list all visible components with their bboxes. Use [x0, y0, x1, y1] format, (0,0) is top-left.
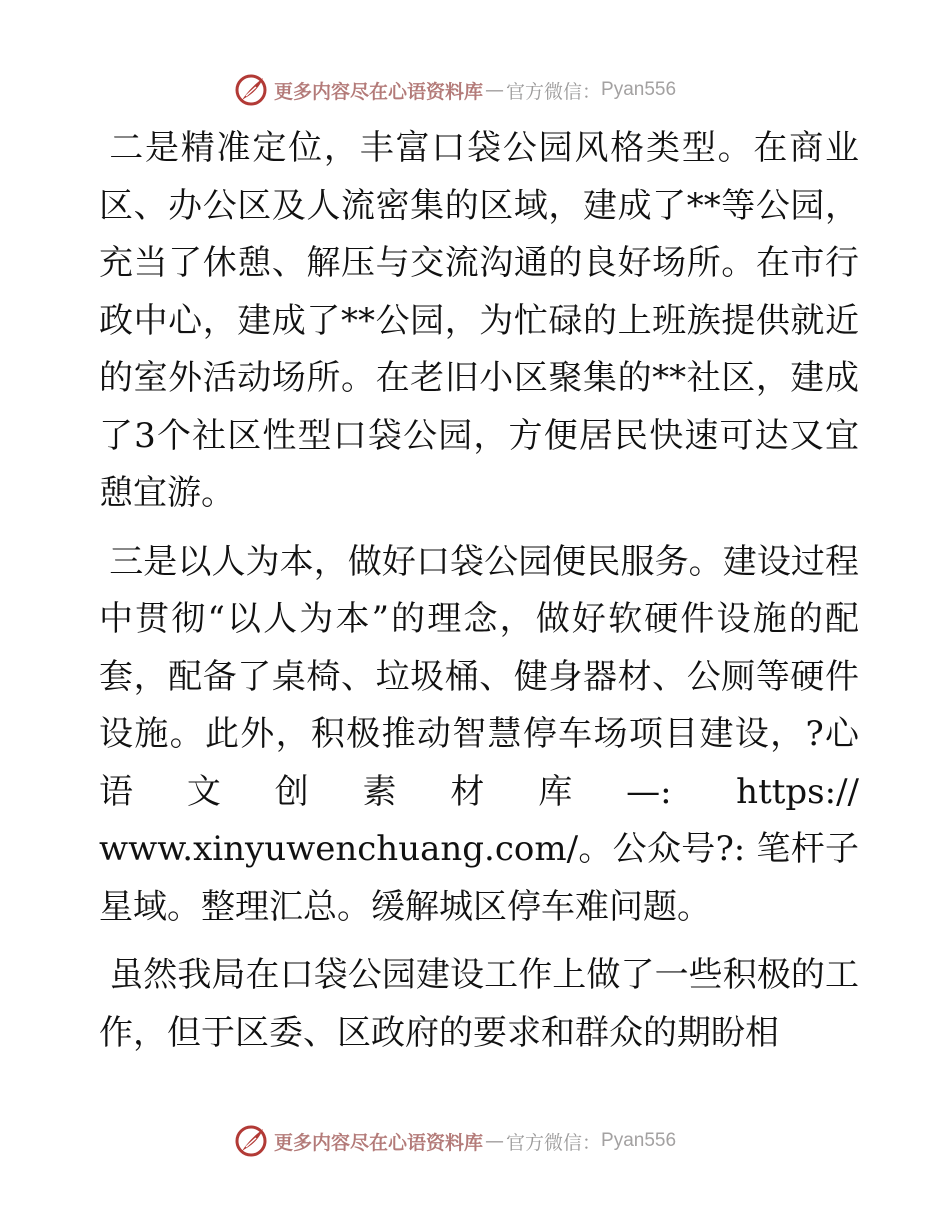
feather-quill-circle-icon	[234, 73, 268, 107]
header-watermark	[234, 73, 676, 107]
watermark-wechat-label: 官方微信：	[506, 80, 602, 103]
footer-watermark	[234, 1124, 676, 1158]
feather-quill-circle-icon	[234, 1124, 268, 1158]
paragraph-shortcomings: 虽然我局在口袋公园建设工作上做了一些积极的工作，但于区委、区政府的要求和群众的期盼相	[99, 955, 859, 1053]
watermark-wechat-label: 官方微信：	[506, 1131, 602, 1154]
watermark-wechat-id: Pyan556	[601, 79, 677, 100]
paragraph-precise-positioning: 二是精准定位，丰富口袋公园风格类型。在商业区、办公区及人流密集的区域，建成了**等公园，充当了休憩、解压与交流沟通的良好场所。在市行政中心，建成了**公园，为忙碌的上班族提供就近的室外活动场所。在老旧小区聚集的**社区，建成了3个社区性型口袋公园，方便居民快速可达又宜憩宜游。	[99, 128, 859, 513]
watermark-wechat-id: Pyan556	[601, 1130, 677, 1151]
watermark-separator: —	[485, 79, 505, 101]
paragraph-people-oriented: 三是以人为本，做好口袋公园便民服务。建设过程中贯彻“以人为本”的理念，做好软硬件设施的配套，配备了桌椅、垃圾桶、健身器材、公厕等硬件设施。此外，积极推动智慧停车场项目建设，?心语文创素材库—: https:// www.xinyuwenchuang.com/。公众号?: 笔杆子星域。整理汇总。缓解城区停车难问题。	[99, 541, 859, 927]
watermark-separator: —	[485, 1130, 505, 1152]
watermark-brand-text: 更多内容尽在心语资料库	[274, 80, 484, 103]
document-body	[99, 120, 859, 1062]
watermark-brand-text: 更多内容尽在心语资料库	[274, 1131, 484, 1154]
